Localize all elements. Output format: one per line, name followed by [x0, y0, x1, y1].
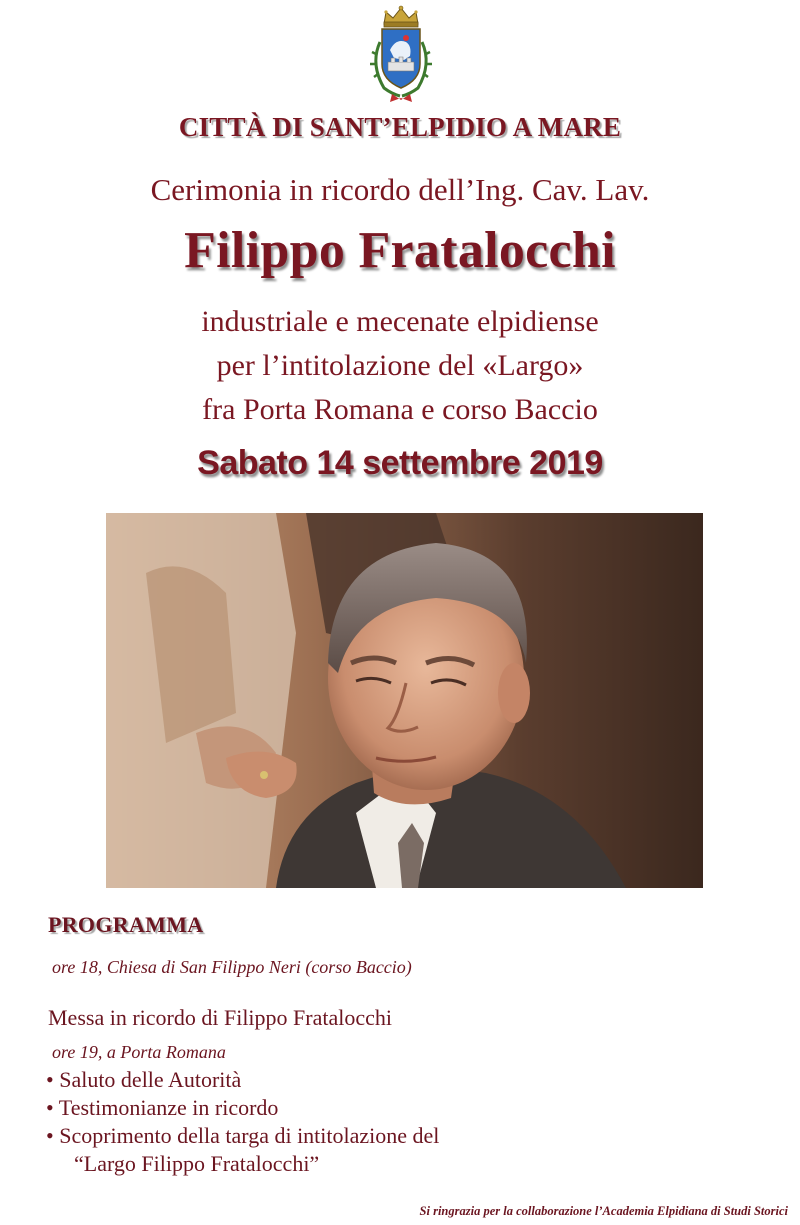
programme-item: • Testimonianze in ricordo	[46, 1095, 279, 1120]
programme-title: PROGRAMMA	[48, 912, 204, 937]
programme-item-continuation: “Largo Filippo Fratalocchi”	[74, 1151, 320, 1176]
event-date: Sabato 14 settembre 2019	[197, 444, 603, 482]
programme-time-1: ore 18, Chiesa di San Filippo Neri (corso Baccio)	[52, 957, 412, 977]
subtitle-line-3: fra Porta Romana e corso Baccio	[202, 393, 598, 426]
portrait-photo	[106, 513, 703, 888]
subtitle-line-2: per l’intitolazione del «Largo»	[216, 349, 584, 382]
programme-items	[46, 1066, 439, 1178]
ceremony-subtitle: Cerimonia in ricordo dell’Ing. Cav. Lav.	[150, 172, 650, 207]
programme-item: • Saluto delle Autorità	[46, 1067, 242, 1092]
coat-of-arms-icon	[366, 2, 436, 106]
subtitle-line-1: industriale e mecenate elpidiense	[201, 305, 599, 338]
footer-credit: Si ringrazia per la collaborazione l’Academia Elpidiana di Studi Storici	[419, 1204, 788, 1218]
honoree-name: Filippo Fratalocchi	[184, 222, 616, 279]
programme-item: • Scoprimento della targa di intitolazione del	[46, 1123, 440, 1148]
city-heading: CITTÀ DI SANT’ELPIDIO A MARE	[178, 112, 622, 142]
programme-time-2: ore 19, a Porta Romana	[52, 1042, 226, 1062]
programme-event-1: Messa in ricordo di Filippo Fratalocchi	[48, 1005, 392, 1030]
